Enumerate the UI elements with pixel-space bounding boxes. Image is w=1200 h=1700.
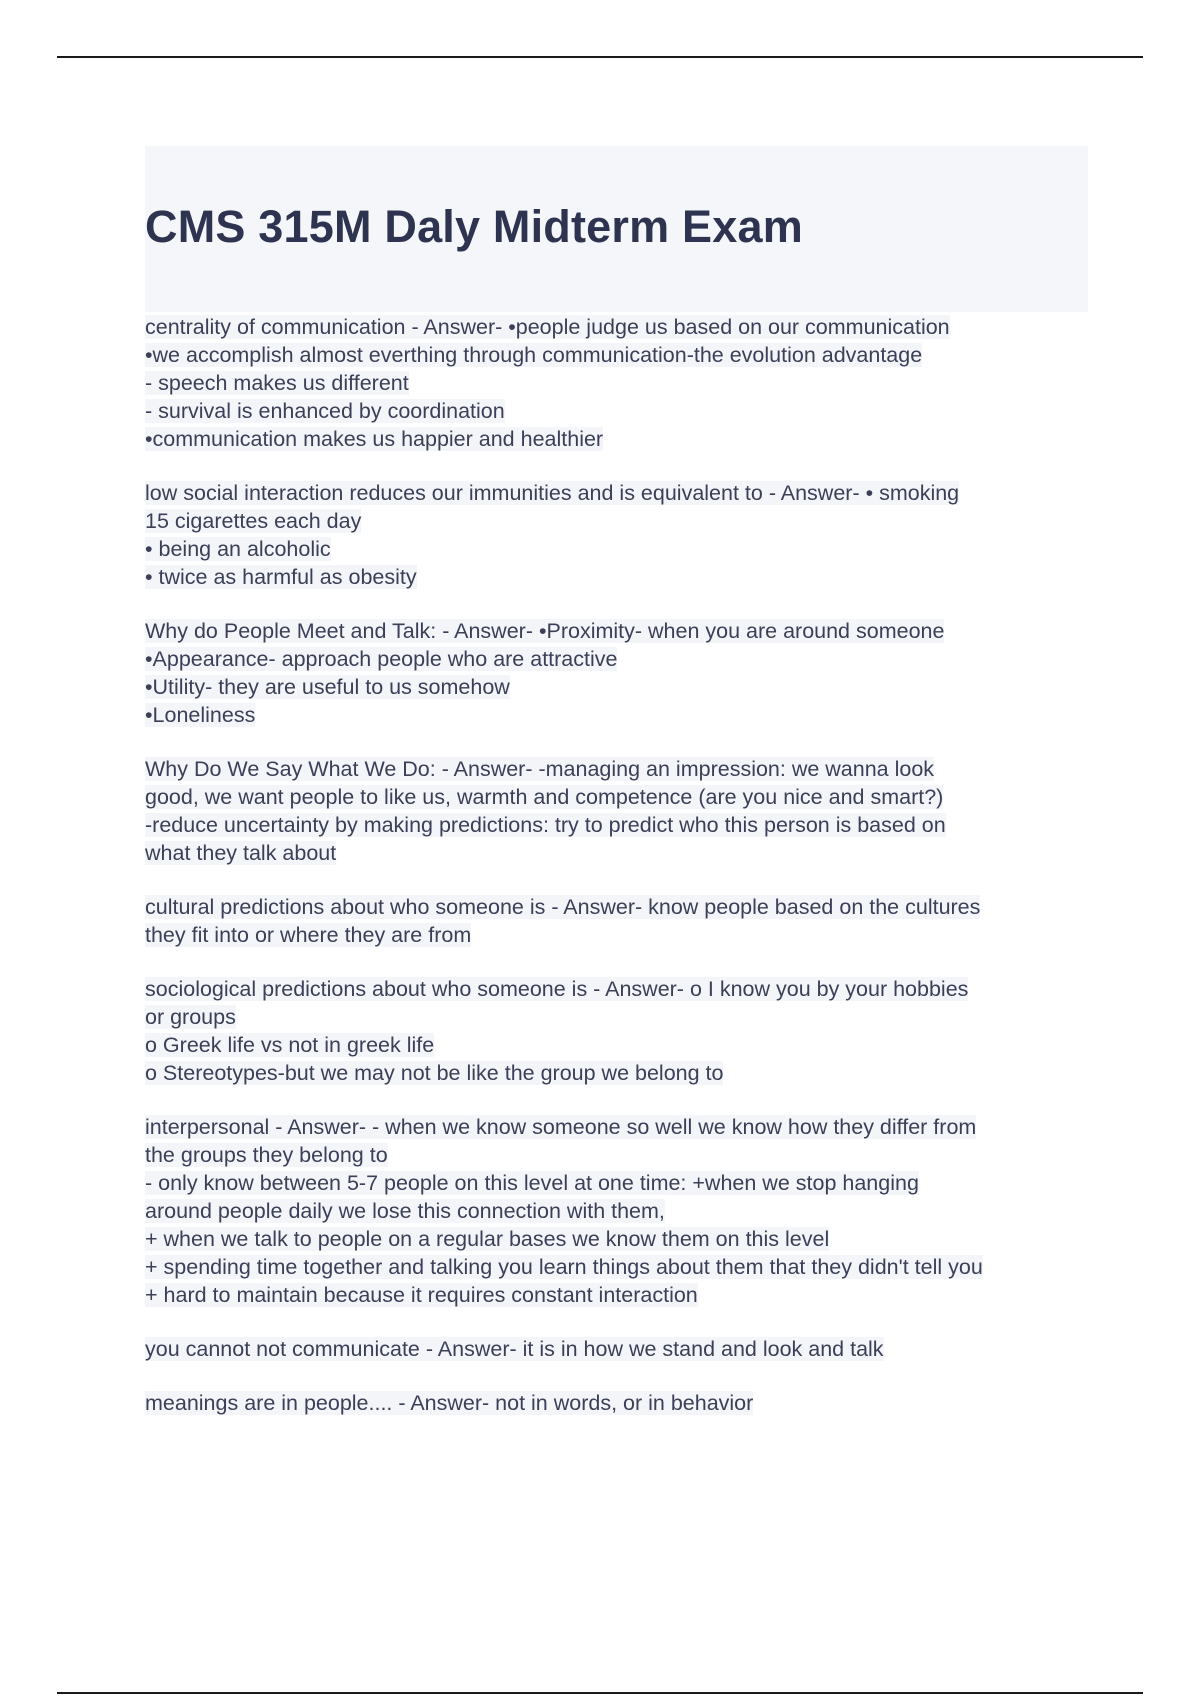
qa-line-text: what they talk about — [145, 841, 337, 865]
qa-line — [145, 1169, 1095, 1197]
qa-line-text: cultural predictions about who someone is - Answer- know people based on the cultures — [145, 895, 981, 919]
qa-line-text: Why Do We Say What We Do: - Answer- -managing an impression: we wanna look — [145, 757, 935, 781]
qa-entry — [145, 755, 1095, 867]
qa-entry — [145, 1389, 1095, 1417]
qa-line-text: •Appearance- approach people who are attractive — [145, 647, 618, 671]
qa-line — [145, 975, 1095, 1003]
qa-line-text: meanings are in people.... - Answer- not in words, or in behavior — [145, 1391, 754, 1415]
qa-line — [145, 1141, 1095, 1169]
qa-line — [145, 1281, 1095, 1309]
qa-line — [145, 507, 1095, 535]
qa-line — [145, 341, 1095, 369]
qa-line-text: •communication makes us happier and healthier — [145, 427, 604, 451]
qa-line — [145, 921, 1095, 949]
qa-line — [145, 783, 1095, 811]
qa-line — [145, 1389, 1095, 1417]
qa-line-text: they fit into or where they are from — [145, 923, 472, 947]
qa-line — [145, 1335, 1095, 1363]
qa-line-text: -reduce uncertainty by making predictions: try to predict who this person is based on — [145, 813, 946, 837]
qa-line — [145, 893, 1095, 921]
qa-line — [145, 369, 1095, 397]
qa-line — [145, 563, 1095, 591]
qa-line-text: •we accomplish almost everthing through communication-the evolution advantage — [145, 343, 923, 367]
qa-line — [145, 617, 1095, 645]
bottom-rule — [57, 1692, 1143, 1694]
qa-line-text: sociological predictions about who someone is - Answer- o I know you by your hobbies — [145, 977, 969, 1001]
qa-entry — [145, 479, 1095, 591]
qa-line-text: centrality of communication - Answer- •people judge us based on our communication — [145, 315, 950, 339]
qa-line-text: - only know between 5-7 people on this level at one time: +when we stop hanging — [145, 1171, 919, 1195]
qa-line — [145, 839, 1095, 867]
qa-line — [145, 673, 1095, 701]
qa-line-text: Why do People Meet and Talk: - Answer- •Proximity- when you are around someone — [145, 619, 945, 643]
qa-entry — [145, 1113, 1095, 1309]
qa-entry — [145, 893, 1095, 949]
qa-line — [145, 313, 1095, 341]
qa-line-text: or groups — [145, 1005, 236, 1029]
qa-line-text: - survival is enhanced by coordination — [145, 399, 505, 423]
qa-line-text: low social interaction reduces our immunities and is equivalent to - Answer- • smoking — [145, 481, 960, 505]
qa-line — [145, 1059, 1095, 1087]
qa-line-text: around people daily we lose this connection with them, — [145, 1199, 665, 1223]
qa-entry — [145, 1335, 1095, 1363]
qa-line — [145, 645, 1095, 673]
qa-entry — [145, 617, 1095, 729]
qa-line — [145, 701, 1095, 729]
qa-line-text: • twice as harmful as obesity — [145, 565, 417, 589]
qa-line — [145, 1113, 1095, 1141]
document-body — [145, 313, 1095, 1443]
qa-line — [145, 479, 1095, 507]
qa-line-text: you cannot not communicate - Answer- it is in how we stand and look and talk — [145, 1337, 884, 1361]
qa-line — [145, 1225, 1095, 1253]
qa-line-text: good, we want people to like us, warmth and competence (are you nice and smart?) — [145, 785, 944, 809]
page-title: CMS 315M Daly Midterm Exam — [145, 201, 803, 252]
qa-line — [145, 811, 1095, 839]
qa-line — [145, 535, 1095, 563]
qa-line — [145, 1197, 1095, 1225]
qa-line — [145, 755, 1095, 783]
qa-line-text: • being an alcoholic — [145, 537, 331, 561]
qa-entry — [145, 313, 1095, 453]
qa-line-text: 15 cigarettes each day — [145, 509, 362, 533]
qa-line-text: + when we talk to people on a regular bases we know them on this level — [145, 1227, 830, 1251]
qa-line — [145, 397, 1095, 425]
top-rule — [57, 56, 1143, 58]
qa-line-text: the groups they belong to — [145, 1143, 388, 1167]
qa-line — [145, 425, 1095, 453]
qa-line-text: - speech makes us different — [145, 371, 409, 395]
qa-line-text: + spending time together and talking you learn things about them that they didn't tell you — [145, 1255, 983, 1279]
qa-line-text: o Stereotypes-but we may not be like the group we belong to — [145, 1061, 724, 1085]
qa-line-text: interpersonal - Answer- - when we know someone so well we know how they differ from — [145, 1115, 977, 1139]
qa-line-text: o Greek life vs not in greek life — [145, 1033, 435, 1057]
qa-line-text: •Utility- they are useful to us somehow — [145, 675, 510, 699]
qa-line-text: + hard to maintain because it requires constant interaction — [145, 1283, 698, 1307]
qa-line — [145, 1031, 1095, 1059]
qa-line — [145, 1003, 1095, 1031]
qa-entry — [145, 975, 1095, 1087]
qa-line — [145, 1253, 1095, 1281]
qa-line-text: •Loneliness — [145, 703, 256, 727]
